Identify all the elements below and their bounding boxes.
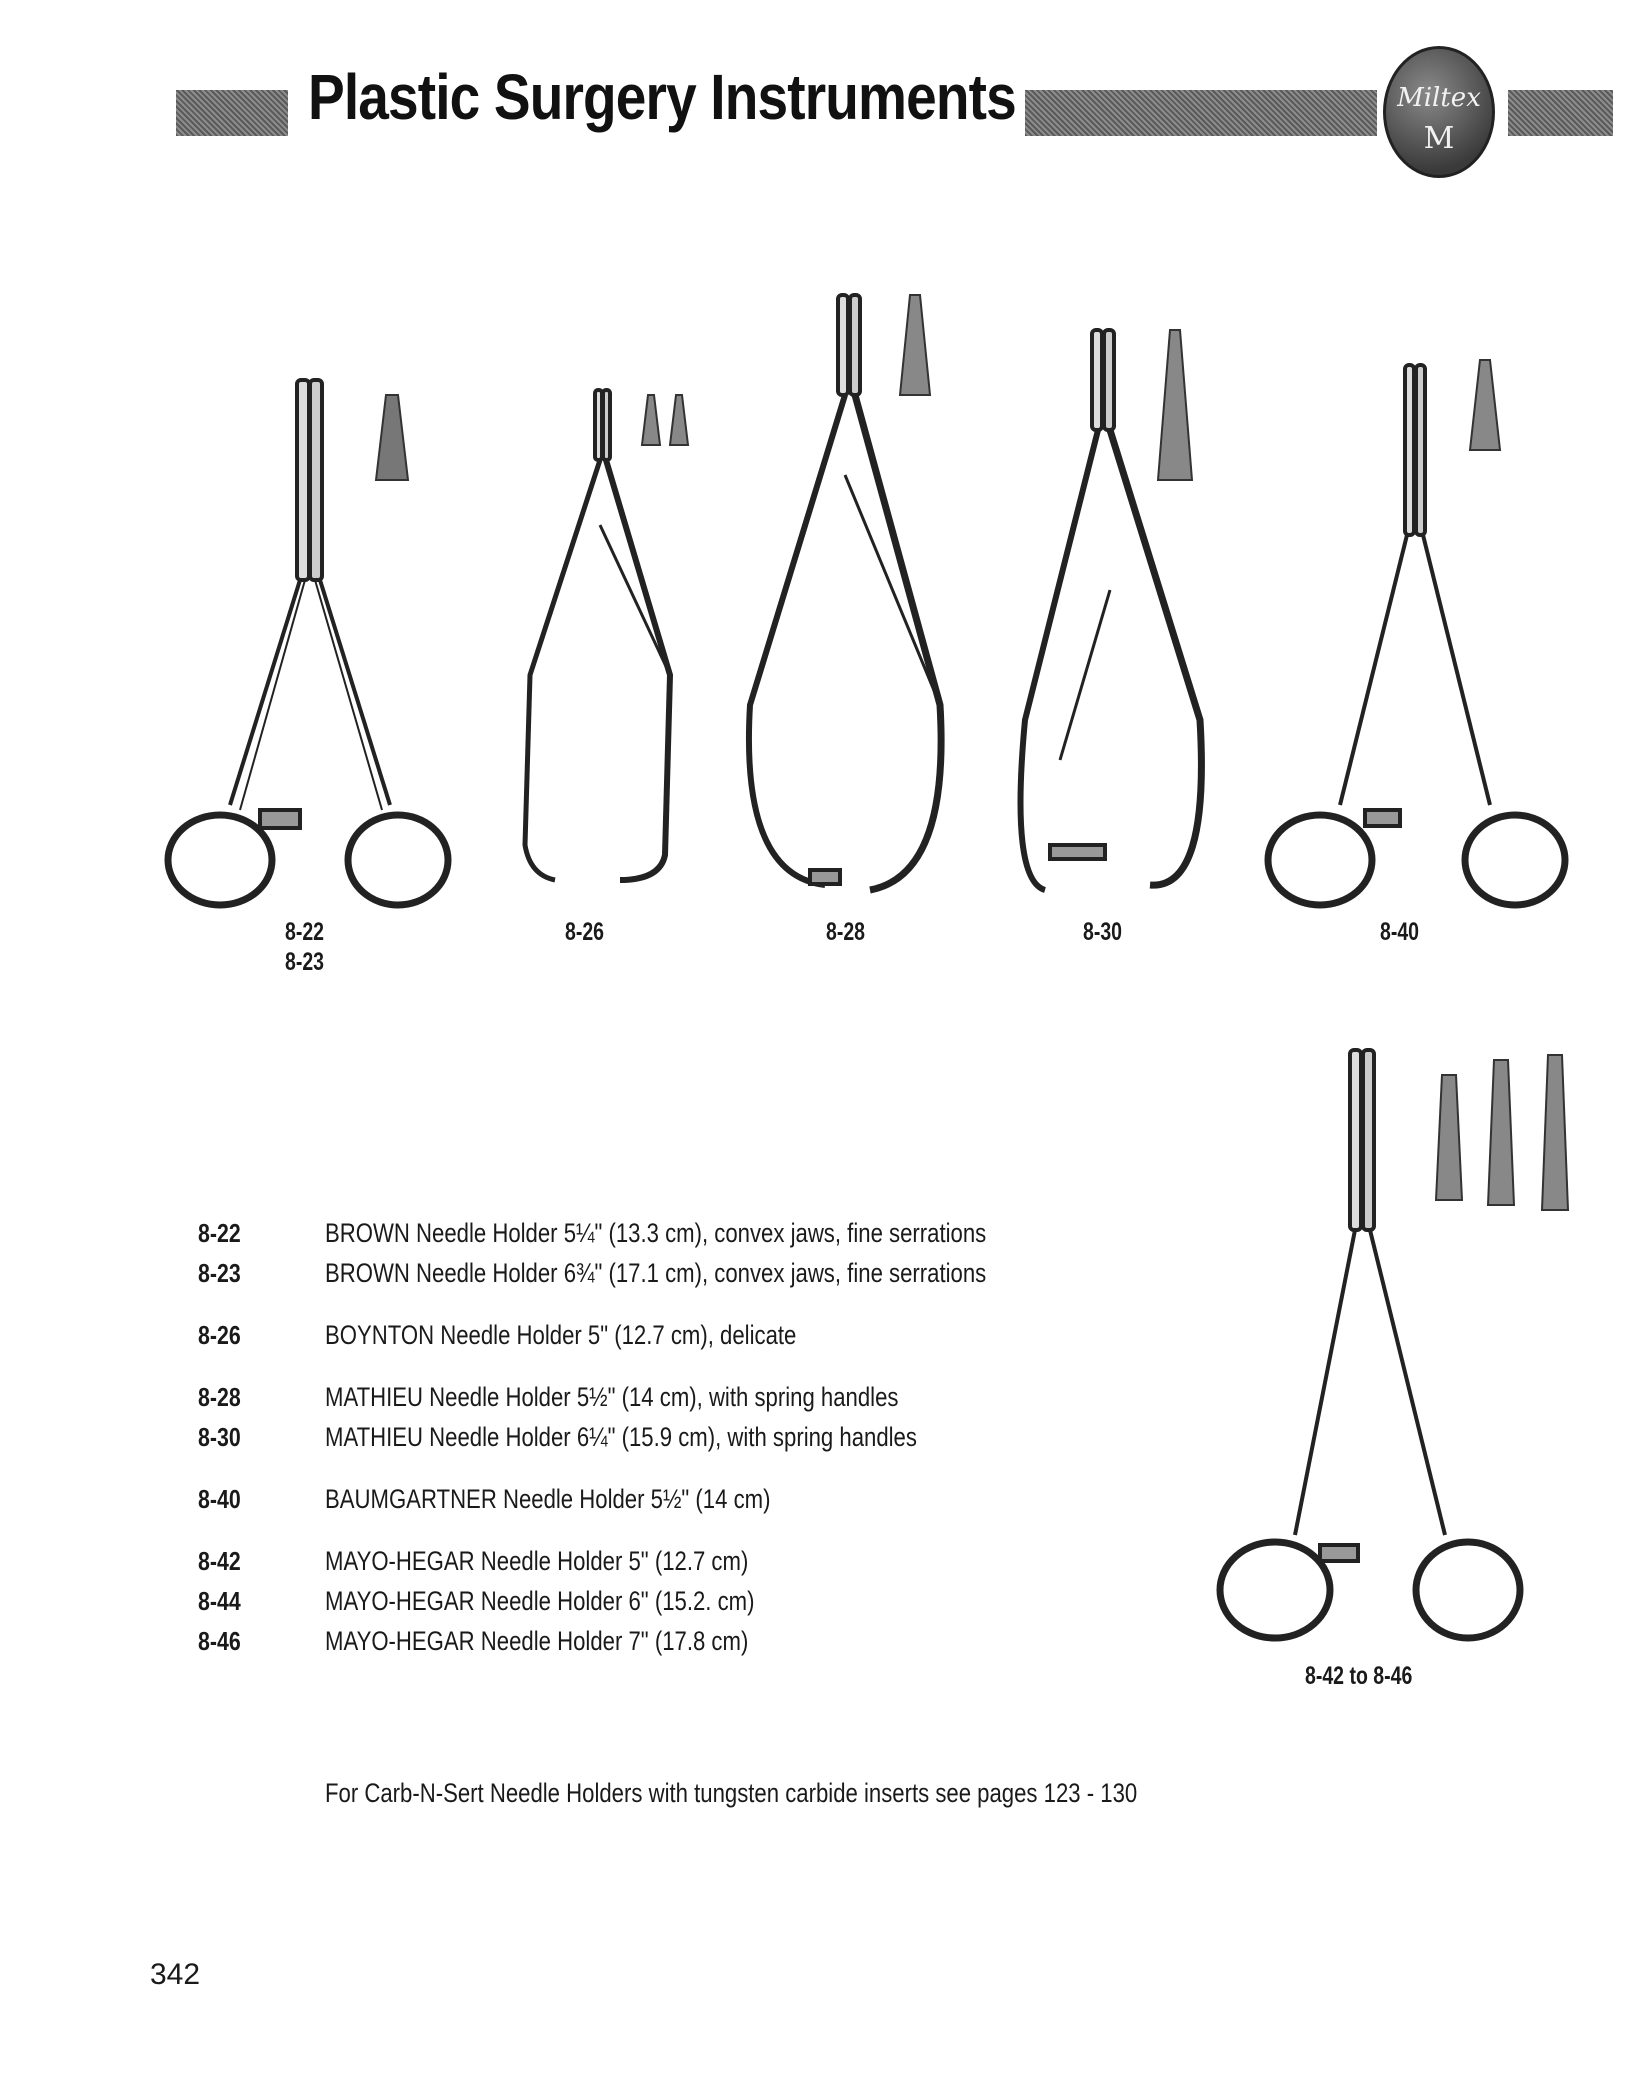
catalog-row xyxy=(198,1258,1118,1294)
page-number: 342 xyxy=(150,1958,201,1991)
catalog-row xyxy=(198,1626,1118,1662)
instrument-brown-needle-holder xyxy=(160,365,480,910)
catalog-row xyxy=(198,1320,1118,1356)
catalog-row xyxy=(198,1422,1118,1458)
catalog-description: BROWN Needle Holder 6¾" (17.1 cm), convex jaws, fine serrations xyxy=(325,1258,987,1288)
catalog-description: BAUMGARTNER Needle Holder 5½" (14 cm) xyxy=(325,1484,771,1514)
catalog-row xyxy=(198,1484,1118,1520)
instrument-boynton-needle-holder xyxy=(500,375,700,920)
header-bar-middle xyxy=(1025,90,1377,136)
instrument-mathieu-needle-holder-large xyxy=(1000,320,1220,920)
catalog-description: MATHIEU Needle Holder 6¼" (15.9 cm), with spring handles xyxy=(325,1422,917,1452)
miltex-logo xyxy=(1383,46,1495,178)
header-bar-right xyxy=(1508,90,1613,136)
catalog-row xyxy=(198,1382,1118,1418)
catalog-code: 8-46 xyxy=(198,1626,241,1656)
figure-code: 8-23 xyxy=(285,948,325,976)
instrument-mathieu-needle-holder xyxy=(730,285,970,925)
logo-mark-text: M xyxy=(1423,121,1455,156)
catalog-description: MAYO-HEGAR Needle Holder 6" (15.2. cm) xyxy=(325,1586,755,1616)
catalog-code: 8-22 xyxy=(198,1218,241,1248)
catalog-code: 8-40 xyxy=(198,1484,241,1514)
catalog-description: MATHIEU Needle Holder 5½" (14 cm), with spring handles xyxy=(325,1382,899,1412)
figure-code: 8-30 xyxy=(1083,918,1123,946)
catalog-code: 8-30 xyxy=(198,1422,241,1452)
catalog-description: BROWN Needle Holder 5¼" (13.3 cm), convex jaws, fine serrations xyxy=(325,1218,987,1248)
catalog-code: 8-28 xyxy=(198,1382,241,1412)
catalog-code: 8-26 xyxy=(198,1320,241,1350)
figure-code: 8-28 xyxy=(826,918,866,946)
figure-code: 8-22 xyxy=(285,918,325,946)
figure-code: 8-42 to 8-46 xyxy=(1305,1662,1413,1690)
catalog-row xyxy=(198,1218,1118,1254)
instrument-mayo-hegar-needle-holder xyxy=(1200,1035,1570,1655)
catalog-code: 8-42 xyxy=(198,1546,241,1576)
instrument-baumgartner-needle-holder xyxy=(1255,355,1585,915)
figure-code: 8-26 xyxy=(565,918,605,946)
header-bar-left xyxy=(176,90,288,136)
catalog-code: 8-23 xyxy=(198,1258,241,1288)
figure-code: 8-40 xyxy=(1380,918,1420,946)
footnote: For Carb-N-Sert Needle Holders with tungsten carbide inserts see pages 123 - 130 xyxy=(325,1778,1138,1808)
catalog-description: MAYO-HEGAR Needle Holder 7" (17.8 cm) xyxy=(325,1626,749,1656)
page-title: Plastic Surgery Instruments xyxy=(308,61,1016,133)
catalog-description: BOYNTON Needle Holder 5" (12.7 cm), delicate xyxy=(325,1320,797,1350)
catalog-code: 8-44 xyxy=(198,1586,241,1616)
catalog-row xyxy=(198,1586,1118,1622)
catalog-description: MAYO-HEGAR Needle Holder 5" (12.7 cm) xyxy=(325,1546,749,1576)
catalog-row xyxy=(198,1546,1118,1582)
logo-script-text: Miltex xyxy=(1397,83,1481,113)
